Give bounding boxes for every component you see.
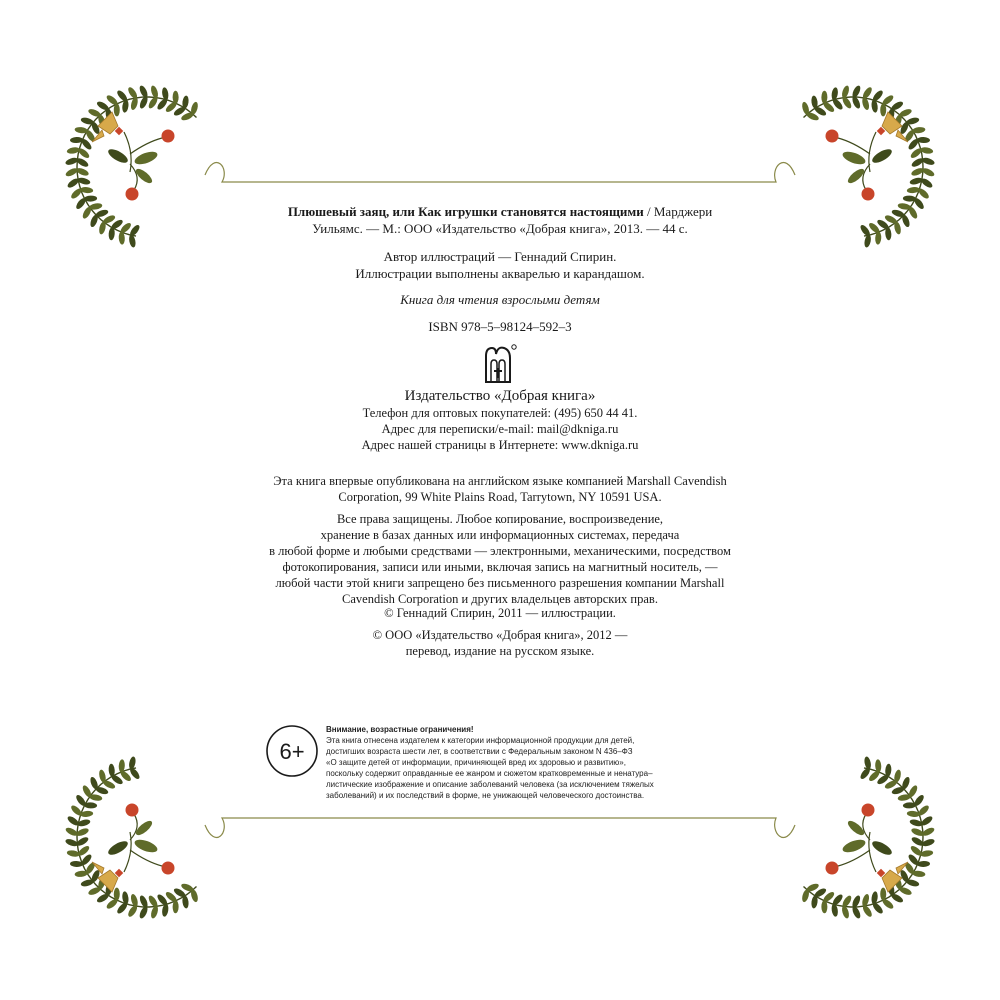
berry (826, 130, 839, 143)
rights-line: в любой форме и любыми средствами — электронными, механическими, посредством (269, 544, 731, 558)
wreath-leaf (880, 103, 886, 116)
sprig-leaf (106, 147, 130, 166)
berry (126, 804, 139, 817)
wreath-leaf (114, 888, 120, 901)
illustration-credits (220, 248, 780, 282)
sprig-stem (869, 832, 876, 872)
sprig-stem (838, 138, 870, 154)
age-notice-line: Эта книга отнесена издателем к категории информационной продукции для детей, (326, 736, 635, 745)
floral-ornament-top-left (52, 72, 232, 252)
sprig-leaf (133, 149, 159, 167)
book-author: / Марджери (643, 204, 713, 219)
age-notice-line: листические изображение и описание заболеваний человека (за исключением тяжелых (326, 780, 654, 789)
reader-category: Книга для чтения взрослыми детям (400, 292, 600, 307)
berry (862, 804, 875, 817)
age-restriction-notice (326, 724, 746, 801)
floral-ornament-bottom-right (768, 752, 948, 932)
publisher-phone: Телефон для оптовых покупателей: (495) 650 44 41. (362, 406, 638, 420)
age-warning-title: Внимание, возрастные ограничения! (326, 725, 474, 734)
sprig-stem (130, 850, 162, 866)
sprig-stem (838, 850, 870, 866)
rights-line: хранение в базах данных или информационных системах, передача (320, 528, 680, 542)
age-notice-line: «О защите детей от информации, причиняющей вред их здоровью и развитию», (326, 758, 626, 767)
age-notice-line: заболеваний) и их последствий в форме, не унижающей человеческого достоинства. (326, 791, 645, 800)
illustrator-line: Автор иллюстраций — Геннадий Спирин. (383, 249, 617, 264)
copyright-translation: перевод, издание на русском языке. (405, 644, 595, 658)
publisher-email: Адрес для переписки/e-mail: mail@dkniga.ru (381, 422, 619, 436)
publisher-name: Издательство «Добрая книга» (404, 388, 596, 404)
berry (826, 862, 839, 875)
sprig-leaf (870, 147, 894, 166)
rights-line: фотокопирования, записи или иными, включая запись на магнитный носитель, — (282, 560, 718, 574)
imprint-line: Уильямс. — М.: ООО «Издательство «Добрая книга», 2013. — 44 с. (312, 221, 688, 236)
sprig-stem (130, 138, 162, 154)
publisher-contacts (220, 405, 780, 453)
berry (162, 130, 175, 143)
sprig-stem (124, 832, 131, 872)
floral-ornament-top-right (768, 72, 948, 252)
rights-notice (200, 511, 800, 607)
first-published-note (200, 473, 800, 505)
floral-ornament-bottom-left (52, 752, 232, 932)
rights-line: Cavendish Corporation и других владельцев авторских прав. (342, 592, 658, 606)
age-notice-line: поскольку содержит оправданные ее жанром и сюжетом кратковременные и ненатура– (326, 769, 653, 778)
copyright-notices (220, 605, 780, 659)
berry (862, 188, 875, 201)
rights-line: любой части этой книги запрещено без письменного разрешения компании Marshall (275, 576, 725, 590)
sprig-leaf (841, 837, 867, 855)
sprig-leaf (106, 839, 130, 858)
technique-line: Иллюстрации выполнены акварелью и карандашом. (355, 266, 645, 281)
publisher-website: Адрес нашей страницы в Интернете: www.dkniga.ru (361, 438, 639, 452)
age-notice-line: достигших возраста шести лет, в соответствии с Федеральным законом N 436–ФЗ (326, 747, 633, 756)
isbn: ISBN 978–5–98124–592–3 (428, 319, 572, 334)
age-rating-value: 6+ (279, 739, 305, 764)
wreath-leaf (880, 888, 886, 901)
sprig-stem (869, 132, 876, 172)
publisher-logo-icon (480, 342, 520, 384)
bibliographic-record (220, 203, 780, 237)
sprig-leaf (870, 839, 894, 858)
copyright-illustrations: © Геннадий Спирин, 2011 — иллюстрации. (384, 606, 616, 620)
first-published-line: Эта книга впервые опубликована на английском языке компанией Marshall Cavendish (273, 474, 727, 488)
sprig-leaf (133, 837, 159, 855)
first-published-line: Corporation, 99 White Plains Road, Tarrytown, NY 10591 USA. (338, 490, 662, 504)
wreath-leaf (114, 103, 120, 116)
age-rating-badge (264, 723, 320, 779)
copyright-translation: © ООО «Издательство «Добрая книга», 2012 — (372, 628, 628, 642)
sprig-leaf (841, 149, 867, 167)
rights-line: Все права защищены. Любое копирование, воспроизведение, (336, 512, 664, 526)
berry (126, 188, 139, 201)
book-title: Плюшевый заяц, или Как игрушки становятся настоящими (287, 204, 644, 219)
sprig-stem (124, 132, 131, 172)
berry (162, 862, 175, 875)
